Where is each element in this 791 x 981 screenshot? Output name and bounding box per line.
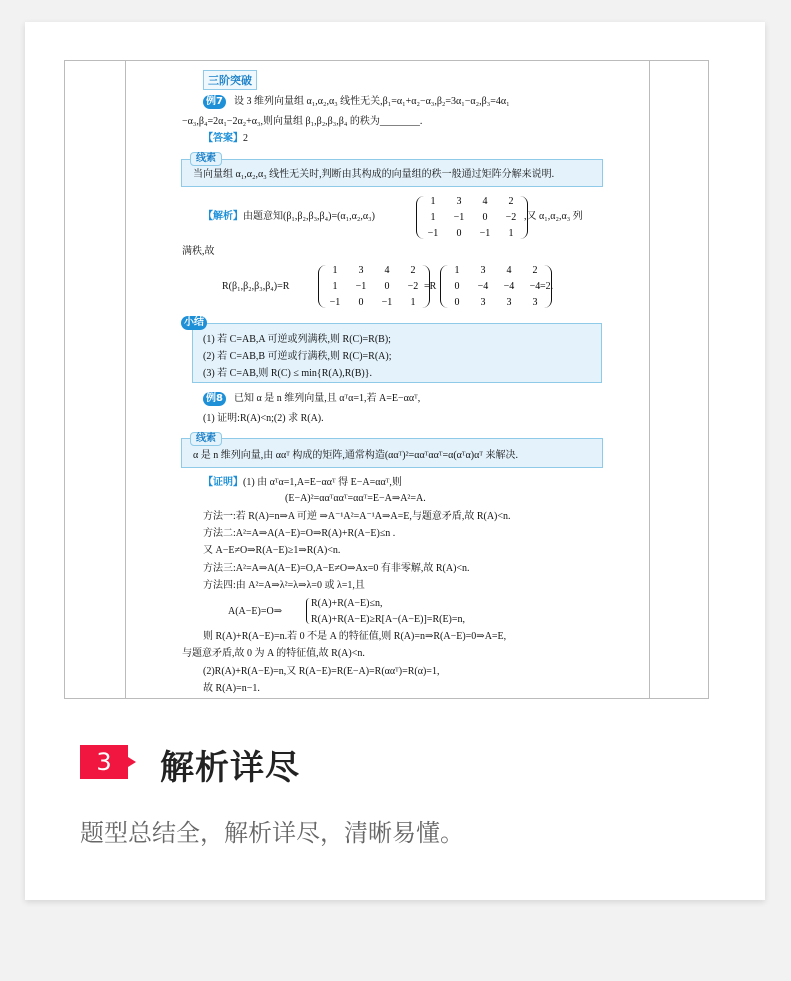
matrix-cell: 4 bbox=[506, 265, 512, 276]
example-8-badge: 例8 bbox=[203, 392, 226, 406]
proof-line: (E−A)²=ααᵀααᵀ=ααᵀ=E−A⇒A²=A. bbox=[285, 493, 426, 504]
matrix-cell: 1 bbox=[454, 265, 460, 276]
matrix-cell: 0 bbox=[456, 228, 462, 239]
matrix-cell: 2 bbox=[532, 265, 538, 276]
margin-line-left bbox=[125, 60, 126, 699]
summary-item: (1) 若 C=AB,A 可逆或列满秩,则 R(C)=R(B); bbox=[203, 334, 391, 345]
proof-line bbox=[203, 477, 402, 489]
matrix-1 bbox=[416, 196, 528, 239]
matrix-cell: −1 bbox=[329, 297, 341, 308]
matrix-cell: 2 bbox=[508, 196, 514, 207]
section-subtitle: 题型总结全，解析详尽，清晰易懂。 bbox=[80, 819, 464, 847]
ex7-line1: 设 3 维列向量组 α₁,α₂,α₃ 线性无关,β₁=α₁+α₂−α₃,β₂=3α₁−α₂,β₃=4α₁ bbox=[234, 96, 510, 107]
matrix-cell: −1 bbox=[453, 212, 465, 223]
proof-line: (2)R(A)+R(A−E)=n,又 R(A−E)=R(E−A)=R(ααᵀ)=R(α)=1, bbox=[203, 666, 440, 677]
matrix-cell: −1 bbox=[381, 297, 393, 308]
matrix-3 bbox=[440, 265, 552, 308]
eq-mid: =R bbox=[424, 281, 437, 292]
clue-text-2: α 是 n 维列向量,由 ααᵀ 构成的矩阵,通常构造(ααᵀ)²=ααᵀααᵀ=α(αᵀα)αᵀ 来解决. bbox=[193, 450, 518, 461]
matrix-cell: 0 bbox=[358, 297, 364, 308]
analysis-tag: 【解析】 bbox=[203, 211, 243, 222]
margin-line-right bbox=[649, 60, 650, 699]
level-label: 三阶突破 bbox=[203, 70, 257, 90]
section-title: 解析详尽 bbox=[160, 748, 300, 788]
matrix-cell: 1 bbox=[332, 265, 338, 276]
matrix-cell: 4 bbox=[482, 196, 488, 207]
clue-tag-2: 线索 bbox=[190, 432, 222, 446]
proof-line: 方法三:A²=A⇒A(A−E)=O,A−E≠O⇒Ax=0 有非零解,故 R(A)<n. bbox=[203, 563, 470, 574]
eq-end: =2. bbox=[540, 281, 554, 292]
ex8-line2: (1) 证明:R(A)<n;(2) 求 R(A). bbox=[203, 413, 324, 424]
matrix-cell: 3 bbox=[532, 297, 538, 308]
matrix-cell: 1 bbox=[332, 281, 338, 292]
proof-line: A(A−E)=O⇒ bbox=[228, 606, 283, 617]
matrix-cell: 3 bbox=[480, 297, 486, 308]
proof-text: (1) 由 αᵀα=1,A=E−ααᵀ 得 E−A=ααᵀ,则 bbox=[243, 477, 402, 488]
summary-item: (3) 若 C=AB,则 R(C) ≤ min{R(A),R(B)}. bbox=[203, 368, 373, 379]
matrix-cell: 3 bbox=[358, 265, 364, 276]
matrix-cell: −2 bbox=[505, 212, 517, 223]
answer-tag: 【答案】 bbox=[203, 133, 243, 144]
eq-left: R(β₁,β₂,β₃,β₄)=R bbox=[222, 281, 290, 292]
proof-line: 方法一:若 R(A)=n⇒A 可逆 ⇒A⁻¹A²=A⁻¹A⇒A=E,与题意矛盾,故 R(A)<n. bbox=[203, 511, 511, 522]
matrix-cell: −4 bbox=[503, 281, 515, 292]
proof-line: 故 R(A)=n−1. bbox=[203, 683, 260, 694]
proof-line: 方法二:A²=A⇒A(A−E)=O⇒R(A)+R(A−E)≤n . bbox=[203, 528, 396, 539]
matrix-cell: 1 bbox=[410, 297, 416, 308]
matrix-cell: 0 bbox=[482, 212, 488, 223]
proof-tag: 【证明】 bbox=[203, 477, 243, 488]
matrix-cell: −1 bbox=[479, 228, 491, 239]
matrix-cell: 1 bbox=[430, 196, 436, 207]
analysis-line2: 满秩,故 bbox=[182, 246, 215, 257]
analysis-text: 由题意知(β₁,β₂,β₃,β₄)=(α₁,α₂,α₃) bbox=[243, 211, 375, 222]
ex7-line2: −α₃,β₄=2α₁−2α₂+α₃,则向量组 β₁,β₂,β₃,β₄ 的秩为________. bbox=[182, 116, 423, 127]
matrix-cell: 0 bbox=[384, 281, 390, 292]
matrix-cell: 1 bbox=[508, 228, 514, 239]
matrix-cell: 4 bbox=[384, 265, 390, 276]
clue-tag-1: 线索 bbox=[190, 152, 222, 166]
proof-line: 方法四:由 A²=A⇒λ²=λ⇒λ=0 或 λ=1,且 bbox=[203, 580, 365, 591]
proof-line: 又 A−E≠O⇒R(A−E)≥1⇒R(A)<n. bbox=[203, 545, 341, 556]
ex7-answer bbox=[203, 133, 248, 145]
matrix-cell: −2 bbox=[407, 281, 419, 292]
proof-line: R(A)+R(A−E)≥R[A−(A−E)]=R(E)=n, bbox=[311, 614, 466, 625]
proof-line: 则 R(A)+R(A−E)=n.若 0 不是 A 的特征值,则 R(A)=n⇒R(A−E)=0⇒A=E, bbox=[203, 631, 507, 642]
matrix-cell: 3 bbox=[456, 196, 462, 207]
analysis-lead bbox=[203, 211, 375, 223]
clue-text-1: 当向量组 α₁,α₂,α₃ 线性无关时,判断由其构成的向量组的秩一般通过矩阵分解来说明. bbox=[193, 169, 555, 180]
matrix-cell: −1 bbox=[355, 281, 367, 292]
matrix-cell: −1 bbox=[427, 228, 439, 239]
matrix-2 bbox=[318, 265, 430, 308]
matrix-cell: 0 bbox=[454, 281, 460, 292]
proof-line: R(A)+R(A−E)≤n, bbox=[311, 598, 383, 609]
matrix-cell: 3 bbox=[506, 297, 512, 308]
matrix-cell: −4 bbox=[529, 281, 541, 292]
answer-value: 2 bbox=[243, 133, 248, 144]
section-number: 3 bbox=[80, 745, 128, 779]
matrix-cell: 0 bbox=[454, 297, 460, 308]
example-7-badge: 例7 bbox=[203, 95, 226, 109]
matrix-cell: 1 bbox=[430, 212, 436, 223]
matrix-cell: 3 bbox=[480, 265, 486, 276]
analysis-tail: ,又 α₁,α₂,α₃ 列 bbox=[524, 211, 583, 222]
summary-badge: 小结 bbox=[181, 316, 207, 330]
matrix-cell: 2 bbox=[410, 265, 416, 276]
matrix-cell: −4 bbox=[477, 281, 489, 292]
proof-line: 与题意矛盾,故 0 为 A 的特征值,故 R(A)<n. bbox=[182, 648, 365, 659]
summary-item: (2) 若 C=AB,B 可逆或行满秩,则 R(C)=R(A); bbox=[203, 351, 392, 362]
ex8-line1: 已知 α 是 n 维列向量,且 αᵀα=1,若 A=E−ααᵀ, bbox=[234, 393, 421, 404]
